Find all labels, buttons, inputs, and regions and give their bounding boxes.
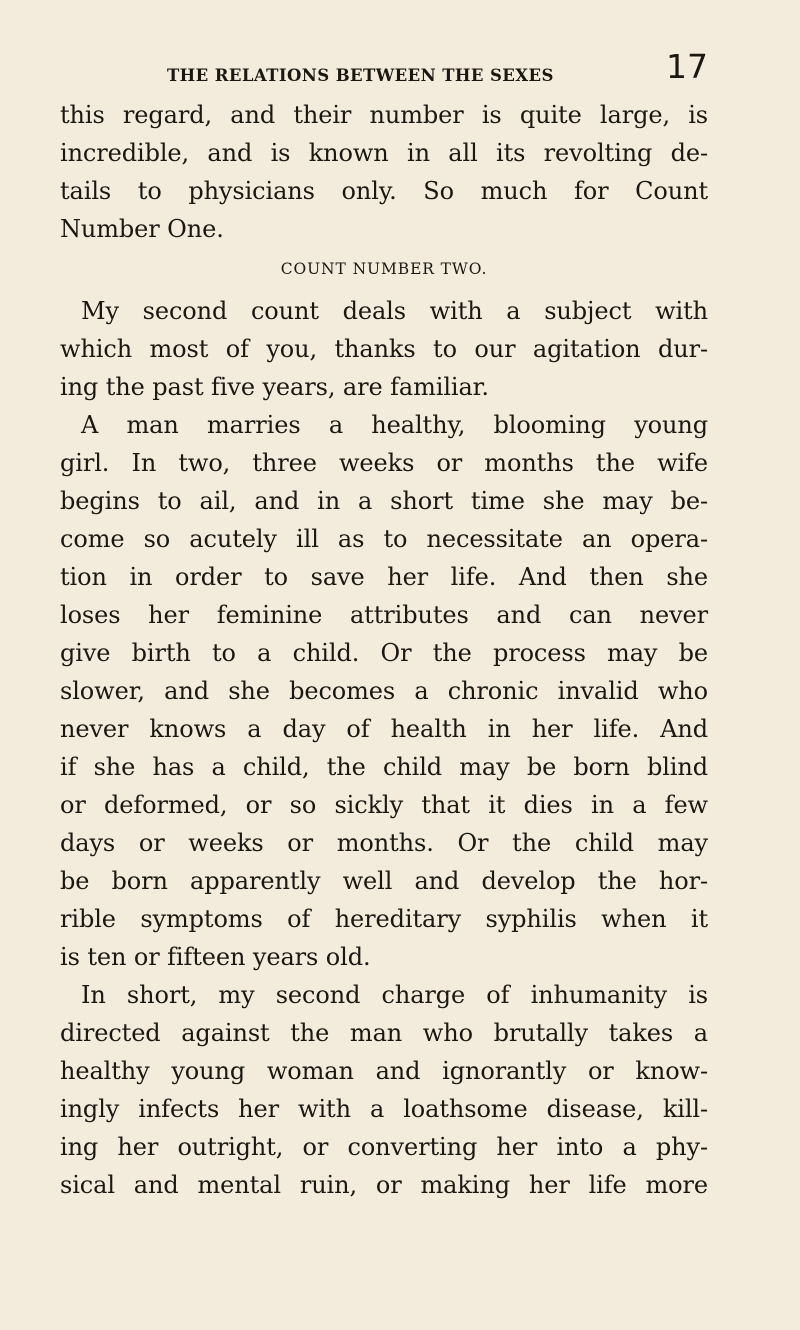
text-line: A man marries a healthy, blooming young: [81, 411, 708, 439]
text-line: In short, my second charge of inhumanity is: [81, 981, 708, 1009]
text-line: or deformed, or so sickly that it dies in a few: [60, 791, 708, 819]
text-line: is ten or fifteen years old.: [60, 943, 371, 971]
text-line: loses her feminine attributes and can never: [60, 601, 708, 629]
text-line: directed against the man who brutally takes a: [60, 1019, 708, 1047]
text-line: incredible, and is known in all its revolting de-: [60, 139, 708, 167]
text-line: rible symptoms of hereditary syphilis when it: [60, 905, 708, 933]
text-line: ingly infects her with a loathsome disease, kill-: [60, 1095, 708, 1123]
text-line: if she has a child, the child may be born blind: [60, 753, 708, 781]
text-line: ing her outright, or converting her into a phy-: [60, 1133, 708, 1161]
text-line: tion in order to save her life. And then she: [60, 563, 708, 591]
text-line: healthy young woman and ignorantly or know-: [60, 1057, 708, 1085]
section-heading: COUNT NUMBER TWO.: [280, 260, 488, 278]
text-line: ing the past five years, are familiar.: [60, 373, 489, 401]
text-line: which most of you, thanks to our agitation dur-: [60, 335, 708, 363]
text-line: be born apparently well and develop the hor-: [60, 867, 708, 895]
text-line: Number One.: [60, 215, 224, 243]
text-line: give birth to a child. Or the process may be: [60, 639, 708, 667]
text-line: begins to ail, and in a short time she may be-: [60, 487, 708, 515]
text-line: this regard, and their number is quite large, is: [60, 101, 708, 129]
text-line: come so acutely ill as to necessitate an opera-: [60, 525, 708, 553]
running-title: THE RELATIONS BETWEEN THE SEXES: [167, 66, 554, 85]
text-line: sical and mental ruin, or making her life more: [60, 1171, 708, 1199]
text-line: days or weeks or months. Or the child may: [60, 829, 708, 857]
running-header: [60, 47, 708, 96]
page-number: 17: [666, 47, 708, 86]
text-line: My second count deals with a subject with: [81, 297, 708, 325]
text-line: tails to physicians only. So much for Count: [60, 177, 708, 205]
text-line: slower, and she becomes a chronic invalid who: [60, 677, 708, 705]
text-line: girl. In two, three weeks or months the wife: [60, 449, 708, 477]
text-line: never knows a day of health in her life. And: [60, 715, 708, 743]
